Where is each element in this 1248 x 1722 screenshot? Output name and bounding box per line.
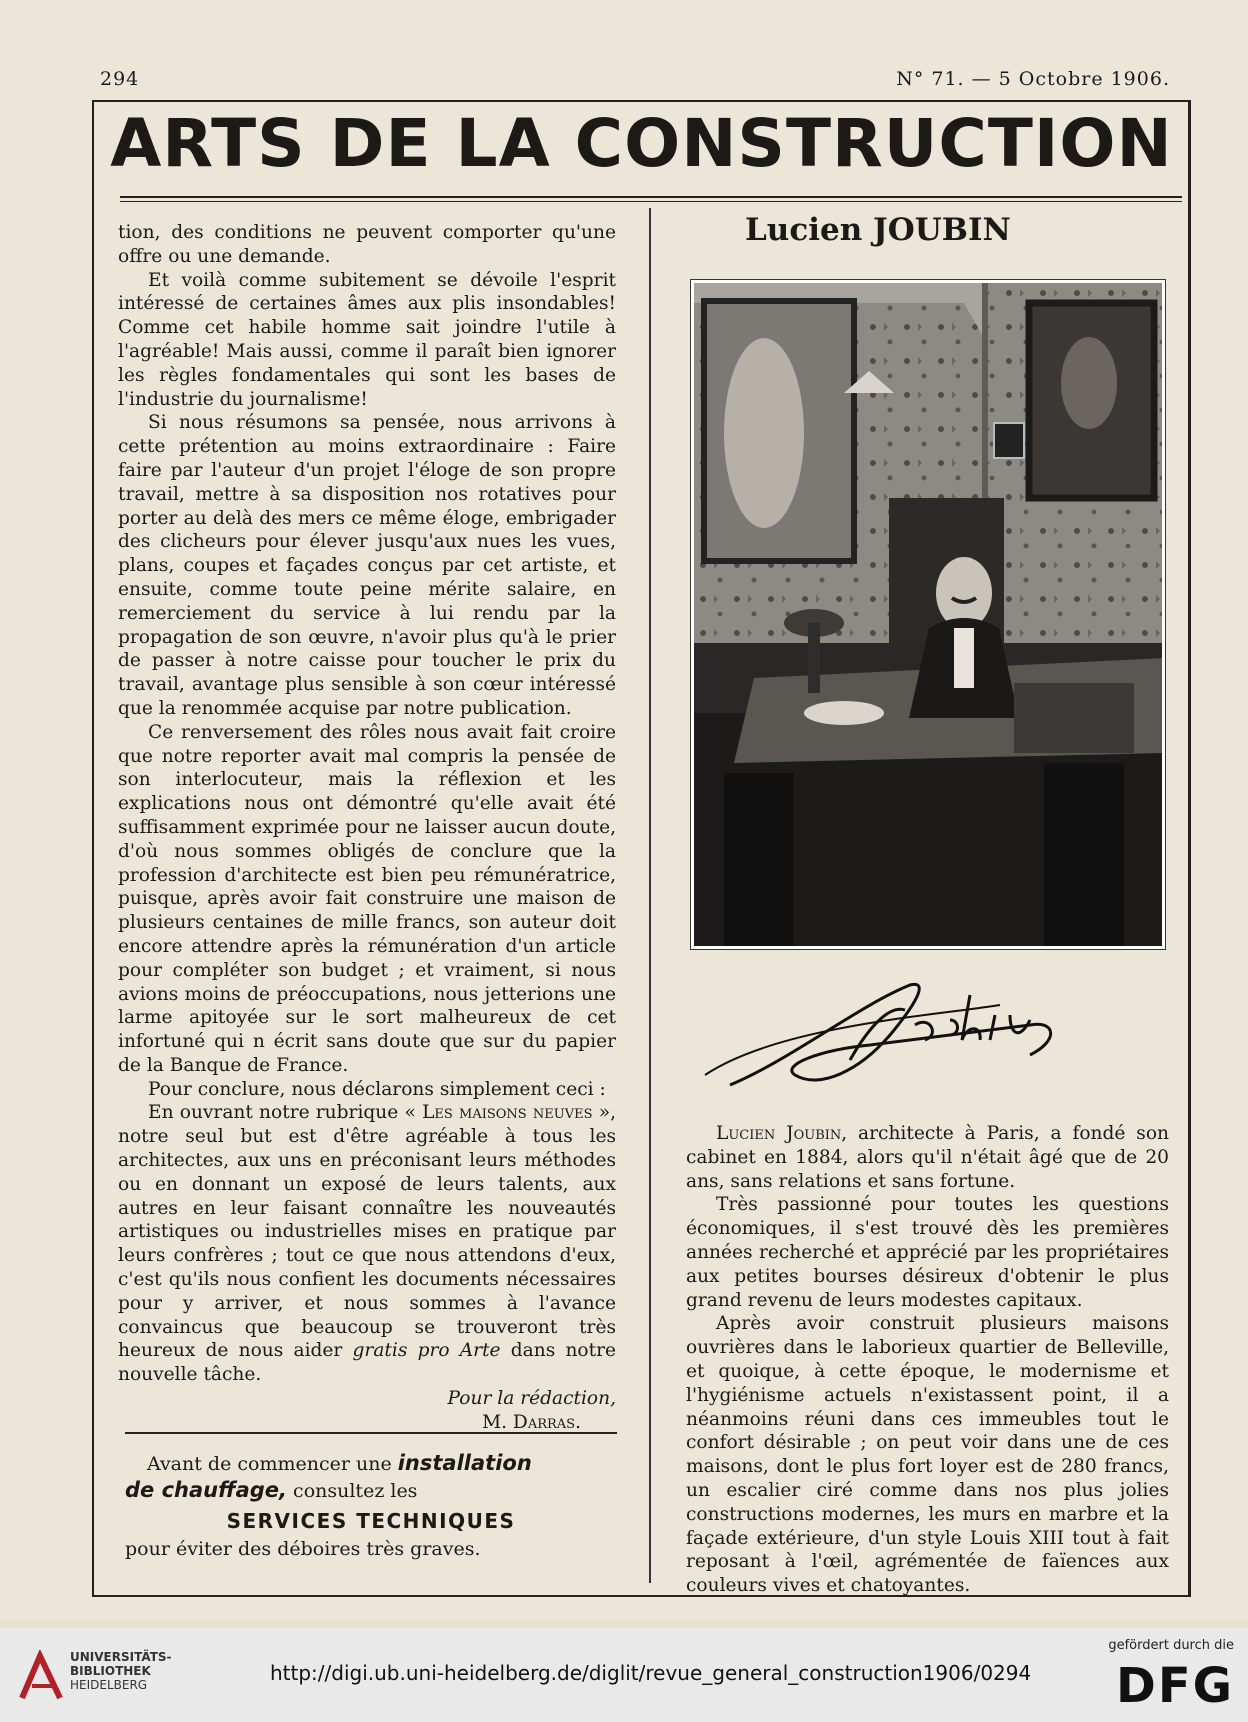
column-divider xyxy=(649,208,651,1583)
ad-line xyxy=(125,1477,617,1504)
portrait-image xyxy=(694,283,1162,946)
source-url[interactable]: http://digi.ub.uni-heidelberg.de/diglit/revue_general_construction1906/0294 xyxy=(270,1661,1032,1685)
dfg-logo: DFG xyxy=(1115,1658,1234,1714)
ad-text: consultez les xyxy=(287,1480,418,1502)
paragraph xyxy=(686,1122,1169,1193)
ad-line: pour éviter des déboires très graves. xyxy=(125,1538,481,1560)
right-column xyxy=(686,1122,1169,1598)
left-column xyxy=(118,221,616,1435)
italic-phrase: gratis pro Arte xyxy=(352,1340,501,1362)
library-line: UNIVERSITÄTS- xyxy=(70,1650,172,1664)
ad-line xyxy=(125,1450,617,1477)
university-library-logo xyxy=(18,1650,64,1702)
ad-services: SERVICES TECHNIQUES xyxy=(226,1509,516,1533)
paragraph: Ce renversement des rôles nous avait fait croire que notre reporter avait mal compris la pensée de son interlocuteur, mais la réflexion et les explications nous ont démontré qu'elle avait été suffisamment exprimée pour ne laisser aucun doute, d'où nous sommes obligés de conclure que la profession d'architecte est bien peu rémunératrice, puisque, après avoir fait construire une maison de plusieurs centaines de mille francs, son auteur doit encore attendre après la rémunération d'un article pour compléter son budget ; et vraiment, si nous avions moins de préoccupations, nous jetterions une larme apitoyée sur le sort malheureux de cet infortuné qui n écrit sans doute que sur du papier de la Banque de France. xyxy=(118,721,616,1076)
paragraph: Si nous résumons sa pensée, nous arrivons à cette prétention au moins extraordinaire : Faire faire par l'auteur d'un projet l'éloge de son propre travail, mettre à sa disposition nos rotatives pour porter au delà des mers ce même éloge, embrigader des clicheurs pour élever jusqu'aux nues les vues, plans, coupes et façades conçus par cet artiste, et ensuite, comme toute peine mérite salaire, en remerciement du service à lui rendu par la propagation de son œuvre, n'avoir plus qu'à le prier de passer à notre caisse pour toucher le prix du travail, avantage plus sensible à son cœur intéressé que la renommée acquise par notre publication. xyxy=(118,412,616,719)
page-number: 294 xyxy=(100,68,140,90)
ad-text: Avant de commencer une xyxy=(147,1453,398,1475)
architect-name: Lucien Joubin xyxy=(716,1123,842,1144)
digitization-footer xyxy=(0,1628,1248,1722)
paragraph xyxy=(118,1101,616,1387)
closing-line xyxy=(118,1387,616,1411)
advertisement xyxy=(125,1450,617,1562)
page-title: ARTS DE LA CONSTRUCTION xyxy=(110,105,1173,182)
ad-highlight: de chauffage, xyxy=(125,1478,288,1502)
text-run: dans notre nouvelle tâche. xyxy=(118,1340,616,1386)
portrait-photo xyxy=(690,279,1166,950)
paragraph: tion, des conditions ne peuvent comporter qu'une offre ou une demande. xyxy=(118,222,616,267)
paragraph: Très passionné pour toutes les questions économiques, il s'est trouvé dès les premières années recherché et apprécié par les propriétaires aux petites bourses désireux d'obtenir le plus grand revenu de leurs modestes capitaux. xyxy=(686,1194,1169,1311)
paragraph: Et voilà comme subitement se dévoile l'esprit intéressé de certaines âmes aux plis insondables! Comme cet habile homme sait joindre l'utile à l'agréable! Mais aussi, comme il paraît bien ignorer les règles fondamentales qui sont les bases de l'industrie du journalisme! xyxy=(118,269,616,410)
author-signature: M. Darras. xyxy=(482,1411,581,1433)
library-line: HEIDELBERG xyxy=(70,1678,148,1692)
text-run: En ouvrant notre rubrique « xyxy=(148,1102,423,1124)
text-run: , architecte à Paris, a fondé son cabinet en 1884, alors qu'il n'était âgé que de 20 ans, sans relations et sans fortune. xyxy=(686,1123,1170,1192)
title-rule xyxy=(120,196,1182,198)
handwritten-signature xyxy=(700,965,1070,1105)
ad-rule xyxy=(125,1432,617,1434)
library-name xyxy=(70,1650,172,1692)
funding-note: gefördert durch die xyxy=(1108,1638,1234,1653)
closing-text: Pour la rédaction, xyxy=(447,1388,616,1410)
library-line: BIBLIOTHEK xyxy=(70,1664,151,1678)
issue-date: N° 71. — 5 Octobre 1906. xyxy=(896,68,1170,90)
ad-highlight: installation xyxy=(397,1451,532,1475)
paragraph: Après avoir construit plusieurs maisons ouvrières dans le laborieux quartier de Belleville, et quoique, à cette époque, le modernisme et l'hygiénisme actuels n'existassent point, il a néanmoins réuni dans ces immeubles tout le confort désirable ; on peut voir dans une de ces maisons, dont le plus fort loyer est de 280 francs, un escalier ciré comme dans nos plus jolies constructions modernes, les murs en marbre et la façade extérieure, d'un style Louis XIII tout à fait reposant à l'œil, agrémentée de faïences aux couleurs vives et chatoyantes. xyxy=(686,1313,1169,1597)
portrait-heading: Lucien JOUBIN xyxy=(745,212,1011,248)
text-run: », notre seul but est d'être agréable à tous les architectes, aux uns en préconisant leurs méthodes ou en donnant un exposé de leurs talents, aux autres en leur faisant connaître les nouveautés artistiques ou industrielles mises en pratique par leurs confrères ; tout ce que nous attendons d'eux, c'est qu'ils nous confient les documents nécessaires pour y arriver, et nous sommes à l'avance convaincus que beaucoup se trouveront très heureux de nous aider xyxy=(118,1102,616,1362)
paragraph: Pour conclure, nous déclarons simplement ceci : xyxy=(148,1078,606,1100)
title-rule-thin xyxy=(120,201,1182,202)
rubric-name: Les maisons neuves xyxy=(422,1102,593,1124)
